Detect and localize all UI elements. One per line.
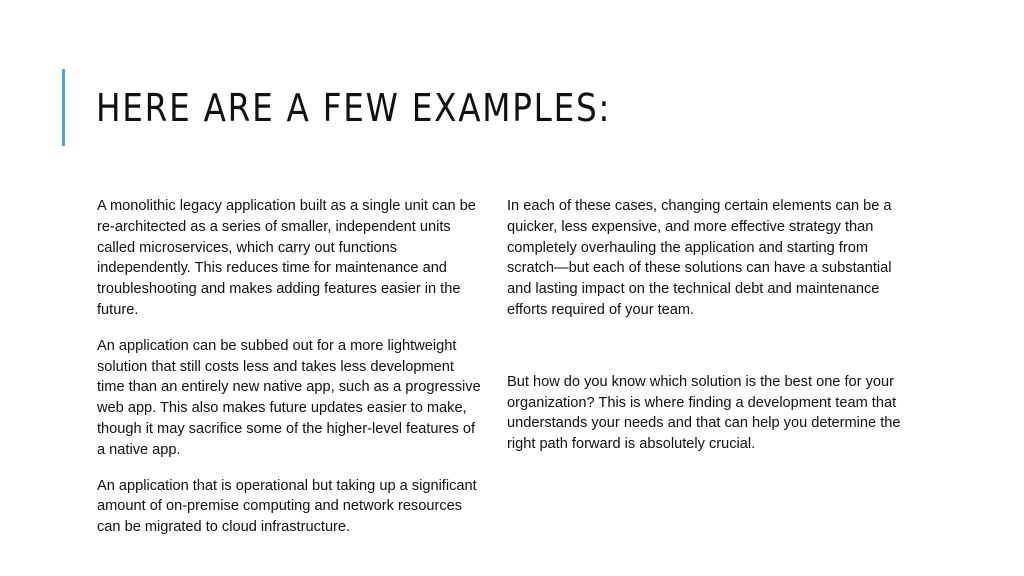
closing-question-paragraph: But how do you know which solution is the best one for your organization? This is where finding a development team that understands your needs and that can help you determine the right path forward is absolutely crucial. [507,373,901,453]
right-text-column [507,196,907,470]
example-cloud-migration-paragraph: An application that is operational but taking up a significant amount of on-premise computing and network resources can be migrated to cloud infrastructure. [97,477,477,536]
title-accent-bar [62,69,65,146]
slide-title: HERE ARE A FEW EXAMPLES: [96,86,612,130]
summary-paragraph: In each of these cases, changing certain elements can be a quicker, less expensive, and more effective strategy than completely overhauling the application and starting from scratch—but each of these solutions can have a substantial and lasting impact on the technical debt and maintenance efforts required of your team. [507,198,892,318]
left-text-column [97,196,483,553]
example-microservices-paragraph: A monolithic legacy application built as a single unit can be re-architected as a series of smaller, independent units called microservices, which carry out functions independently. This reduces time for maintenance and troubleshooting and makes adding features easier in the future. [97,198,476,318]
example-progressive-web-app-paragraph: An application can be subbed out for a more lightweight solution that still costs less and takes less development time than an entirely new native app, such as a progressive web app. This also makes future updates easier to make, though it may sacrifice some of the higher-level features of a native app. [97,337,481,458]
